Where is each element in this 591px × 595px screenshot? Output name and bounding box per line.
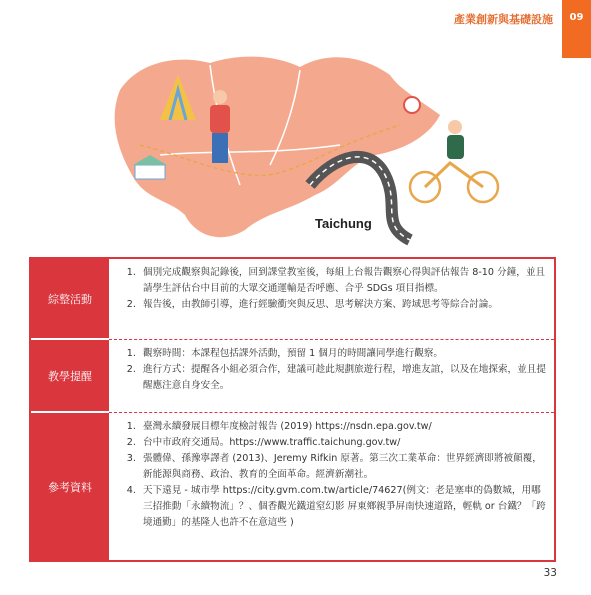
list-item: 1. 個別完成觀察與記錄後，回到課堂教室後，每組上台報告觀察心得與評估報告 8-10 分鐘，並且請學生評估台中目前的大眾交通運輸是否呼應、合乎 SDGs 項目指標。 <box>139 265 546 297</box>
city-label: Taichung <box>315 216 372 231</box>
row-content <box>109 259 554 338</box>
table-row <box>31 340 554 411</box>
list-item: 1. 臺灣永續發展目標年度檢討報告 (2019) https://nsdn.epa.gov.tw/ <box>139 419 546 435</box>
list-item: 2. 台中市政府交通局。https://www.traffic.taichung.gov.tw/ <box>139 435 546 451</box>
chapter-number-tab: 09 <box>562 0 591 58</box>
row-content <box>109 413 554 560</box>
list-item: 4. 天下遠見 - 城市學 https://city.gvm.com.tw/article/74627(例文：老是塞車的偽數城，用哪三招推動「永續物流」？、個香觀光鐵道窒幻影 屏東鄉親爭屏南快速道路，輕軌 or 台鐵？「跨境通勤」的基隆人也許不在意這些 ) <box>139 483 546 531</box>
table-row <box>31 259 554 338</box>
compass-icon <box>404 97 420 113</box>
list-item: 3. 張體偉、孫豫寧譯者 (2013)、Jeremy Rifkin 原著。第三次工業革命：世界經濟即將被顛覆，新能源與商務、政治、教育的全面革命。經濟新潮社。 <box>139 451 546 483</box>
page-number: 33 <box>543 567 557 579</box>
row-label: 綜整活動 <box>31 259 109 338</box>
row-label: 教學提醒 <box>31 340 109 411</box>
activity-table <box>29 257 556 562</box>
chapter-title: 產業創新與基礎設施 <box>454 13 553 26</box>
taichung-map-illustration <box>100 35 500 250</box>
list-item: 2. 報告後，由教師引導，進行經驗衝突與反思、思考解決方案、跨域思考等綜合討論。 <box>139 297 546 313</box>
list-item: 2. 進行方式：提醒各小組必須合作，建議可趁此規劃旅遊行程，增進友誼，以及在地探索，並且提醒應注意自身安全。 <box>139 362 546 394</box>
row-label: 參考資料 <box>31 413 109 560</box>
row-content <box>109 340 554 411</box>
list-item: 1. 觀察時間：本課程包括課外活動，預留 1 個月的時間讓同學進行觀察。 <box>139 346 546 362</box>
table-row <box>31 413 554 560</box>
